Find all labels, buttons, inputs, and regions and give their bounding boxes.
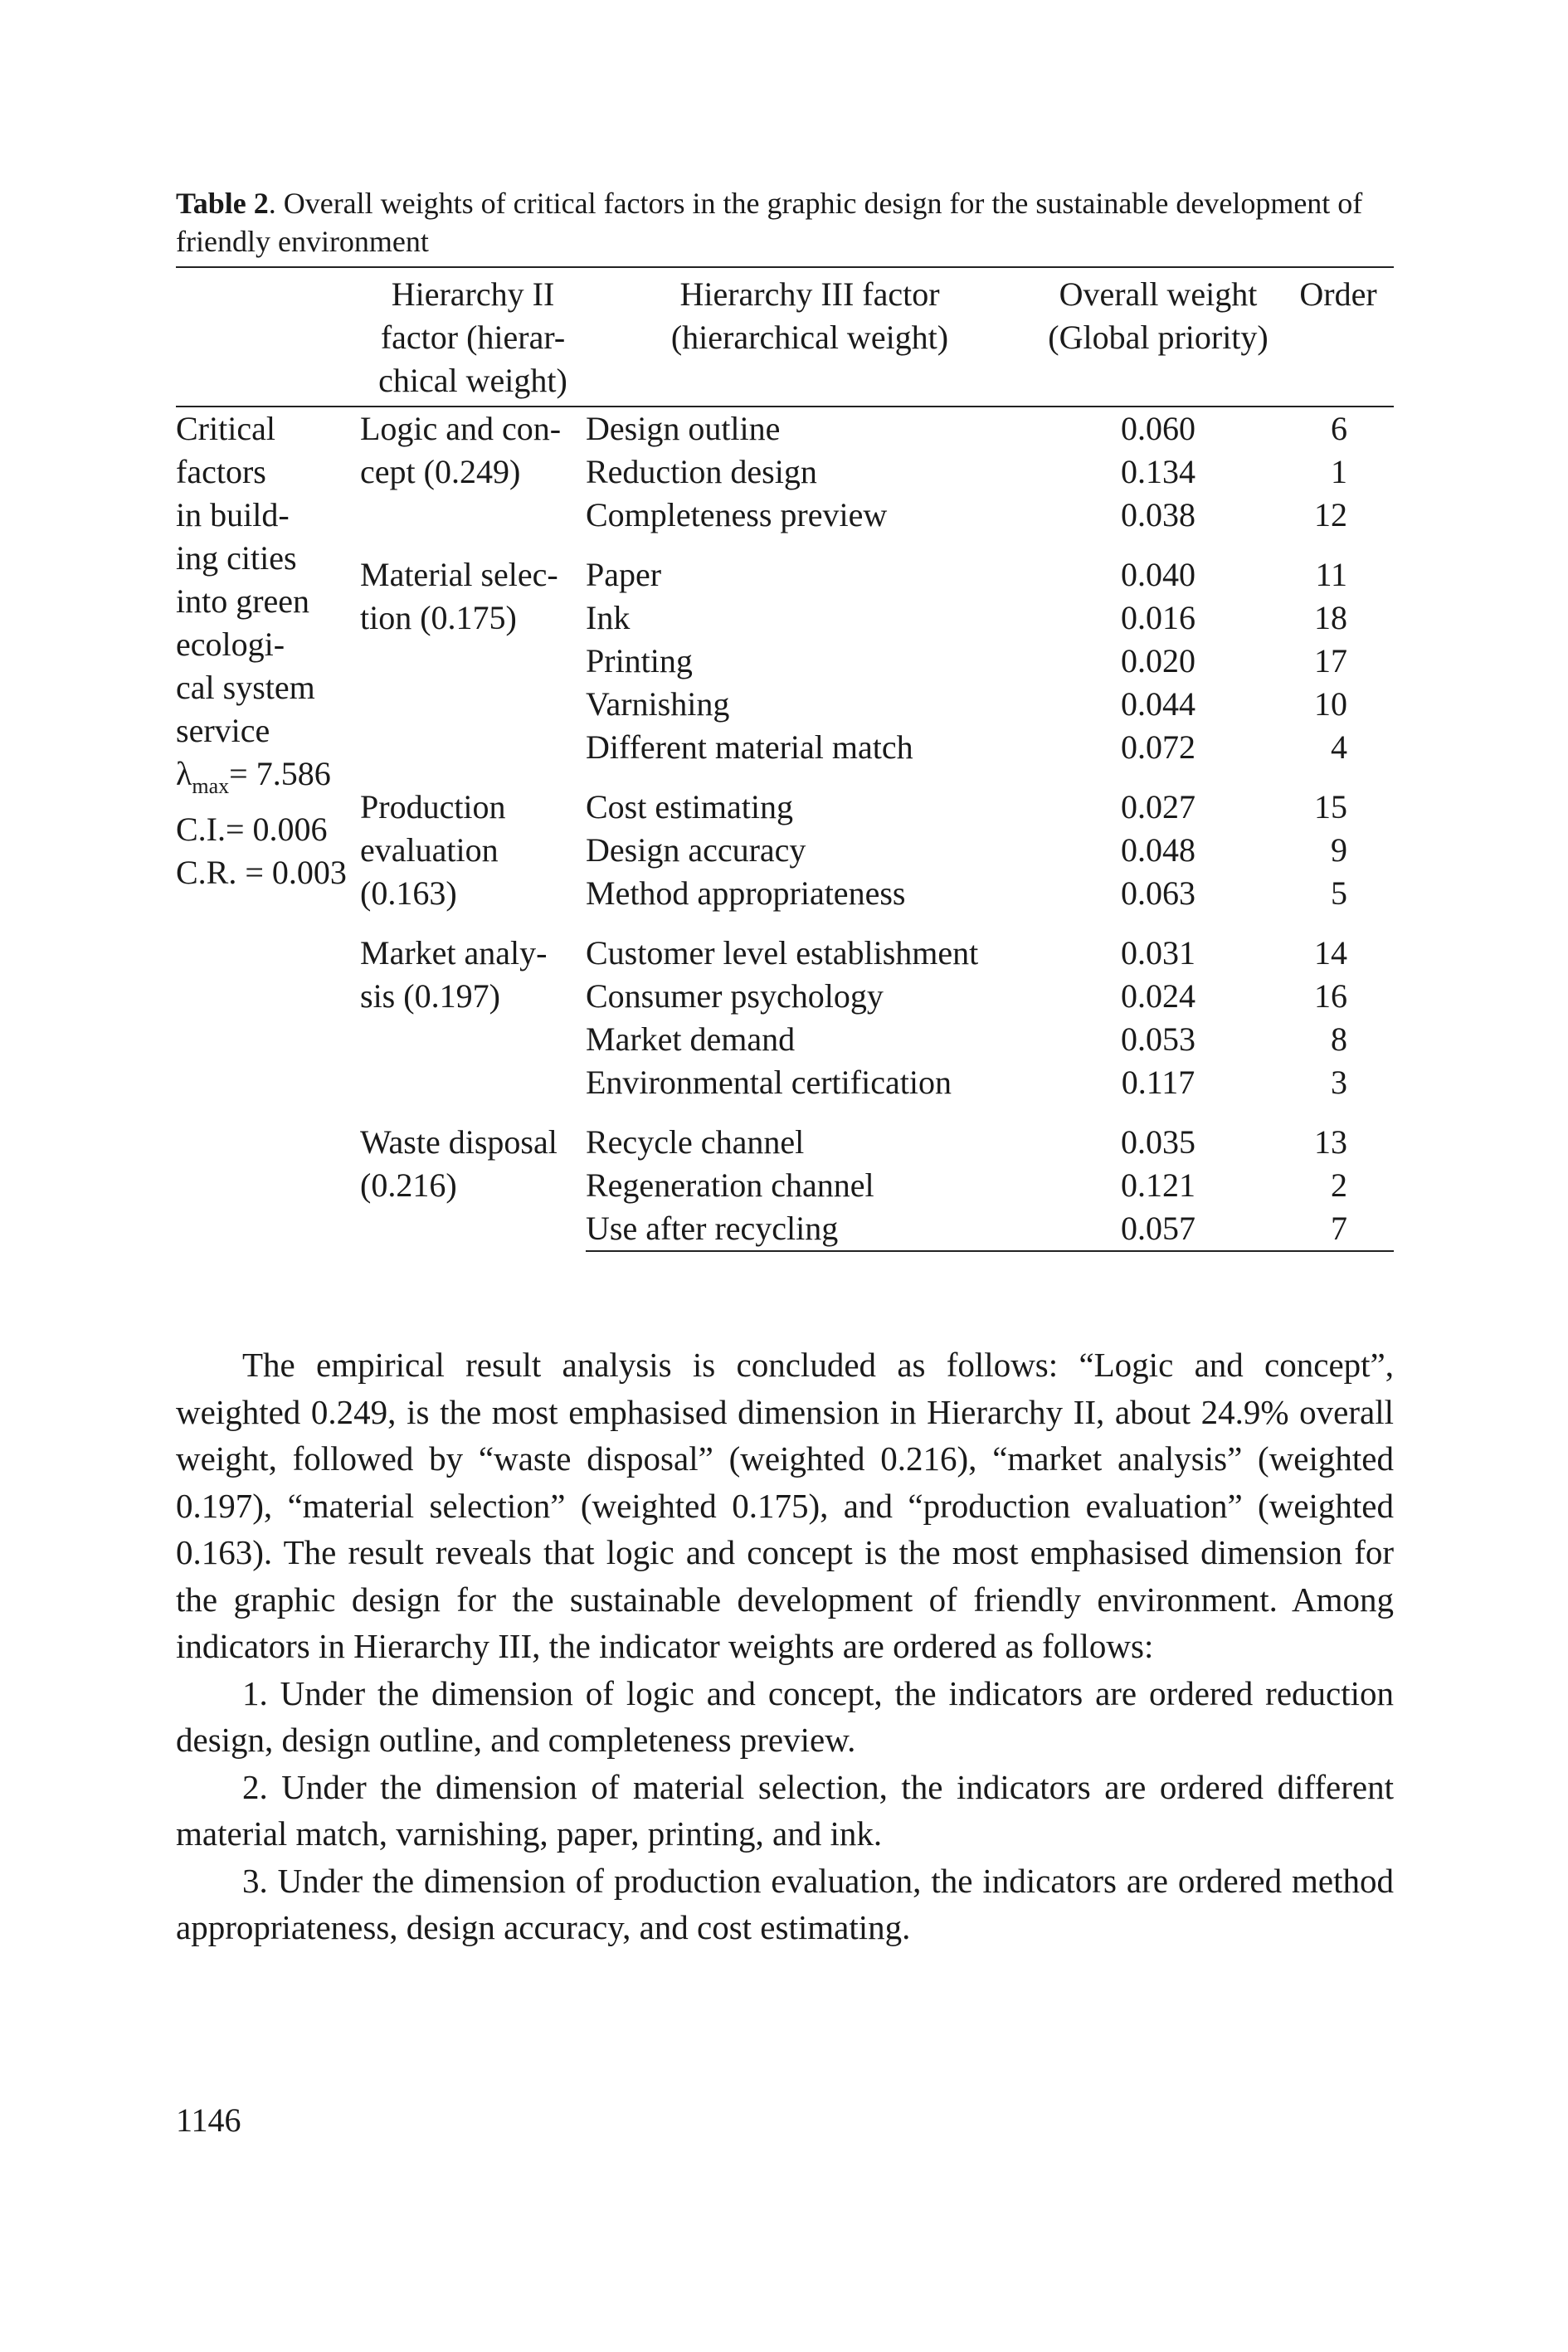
- order-rank: 4: [1331, 728, 1347, 766]
- hierarchy-iii-factor: Design outline: [586, 410, 781, 447]
- hierarchy-ii-factor: Logic and con- cept (0.249): [360, 410, 562, 490]
- table-body: [176, 407, 1394, 1251]
- overall-weight: 0.024: [1121, 977, 1195, 1015]
- overall-weight: 0.134: [1121, 453, 1195, 490]
- hierarchy-ii-factor: Production evaluation (0.163): [360, 788, 506, 912]
- paragraph-item-3: 3. Under the dimension of production evaluation, the indicators are ordered method appropriateness, design accuracy, and cost estimating.: [176, 1861, 1394, 1946]
- order-rank: 17: [1314, 642, 1347, 679]
- order-rank: 18: [1314, 599, 1347, 636]
- overall-weight: 0.057: [1034, 1207, 1283, 1251]
- weights-table-container: [176, 266, 1394, 1252]
- header-overall-weight: Overall weight (Global priority): [1034, 267, 1283, 407]
- header-order: Order: [1283, 267, 1394, 407]
- overall-weight: 0.053: [1121, 1020, 1195, 1058]
- lambda-subscript: max: [192, 774, 230, 798]
- overall-weight: 0.117: [1121, 1064, 1195, 1101]
- hierarchy-iii-factor: Environmental certification: [586, 1064, 952, 1101]
- hierarchy-iii-factor: Market demand: [586, 1020, 796, 1058]
- table-caption-text: . Overall weights of critical factors in the graphic design for the sustainable development of friendly environment: [176, 187, 1363, 258]
- page-number: 1146: [176, 2101, 241, 2139]
- hierarchy-ii-factor: Waste disposal (0.216): [360, 1123, 558, 1204]
- critical-factors-label: Critical factors in build- ing cities into green ecologi- cal system service: [176, 410, 315, 749]
- order-rank: 8: [1331, 1020, 1347, 1058]
- order-rank: 14: [1314, 934, 1347, 971]
- hierarchy-iii-factor: Regeneration channel: [586, 1166, 874, 1204]
- header-hierarchy-ii: Hierarchy II factor (hierar- chical weight): [360, 267, 586, 407]
- order-rank: 15: [1314, 788, 1347, 825]
- hierarchy-iii-factor: Use after recycling: [586, 1207, 1034, 1251]
- hierarchy-iii-factor: Design accuracy: [586, 831, 806, 869]
- order-rank: 9: [1331, 831, 1347, 869]
- table-row: [176, 407, 1394, 450]
- lambda-max: [176, 752, 360, 808]
- overall-weight: 0.048: [1121, 831, 1195, 869]
- hierarchy-iii-factor: Cost estimating: [586, 788, 793, 825]
- consistency-ratio: C.R. = 0.003: [176, 854, 347, 891]
- overall-weight: 0.121: [1121, 1166, 1195, 1204]
- order-rank: 11: [1315, 556, 1347, 593]
- table-header: [176, 267, 1394, 407]
- order-rank: 10: [1314, 685, 1347, 723]
- overall-weight: 0.038: [1121, 496, 1195, 533]
- overall-weight: 0.040: [1121, 556, 1195, 593]
- table-label: Table 2: [176, 187, 269, 220]
- order-rank: 13: [1314, 1123, 1347, 1161]
- hierarchy-iii-factor: Customer level establishment: [586, 934, 979, 971]
- paragraph-item-2: 2. Under the dimension of material selection, the indicators are ordered different material match, varnishing, paper, printing, and ink.: [176, 1767, 1394, 1853]
- body-text: [176, 1342, 1394, 1951]
- hierarchy-iii-factor: Consumer psychology: [586, 977, 884, 1015]
- order-rank: 3: [1331, 1064, 1347, 1101]
- header-hierarchy-iii: Hierarchy III factor (hierarchical weight): [586, 267, 1034, 407]
- paragraph-summary: The empirical result analysis is concluded as follows: “Logic and concept”, weighted 0.249, is the most emphasised dimension in Hierarchy II, about 24.9% overall weight, followed by “waste disposal” (weighted 0.216), “market analysis” (weighted 0.197), “material selection” (weighted 0.175), and “production evaluation” (weighted 0.163). The result reveals that logic and concept is the most emphasised dimension for the graphic design for the sustainable development of friendly environment. Among indicators in Hierarchy III, the indicator weights are ordered as follows:: [176, 1346, 1394, 1665]
- consistency-index: C.I.= 0.006: [176, 811, 328, 848]
- hierarchy-ii-factor: Material selec- tion (0.175): [360, 556, 558, 636]
- hierarchy-iii-factor: Different material match: [586, 728, 913, 766]
- hierarchy-iii-factor: Completeness preview: [586, 496, 888, 533]
- overall-weight: 0.060: [1121, 410, 1195, 447]
- weights-table: [176, 266, 1394, 1252]
- order-rank: 16: [1314, 977, 1347, 1015]
- order-rank: 6: [1331, 410, 1347, 447]
- order-rank: 2: [1331, 1166, 1347, 1204]
- overall-weight: 0.016: [1121, 599, 1195, 636]
- hierarchy-ii-factor: Market analy- sis (0.197): [360, 934, 548, 1015]
- order-rank: 5: [1331, 874, 1347, 912]
- overall-weight: 0.044: [1121, 685, 1195, 723]
- hierarchy-iii-factor: Reduction design: [586, 453, 817, 490]
- overall-weight: 0.072: [1121, 728, 1195, 766]
- lambda-value: = 7.586: [229, 755, 331, 792]
- hierarchy-iii-factor: Method appropriateness: [586, 874, 906, 912]
- header-cell-blank: [176, 267, 360, 407]
- order-rank: 7: [1283, 1207, 1394, 1251]
- overall-weight: 0.063: [1121, 874, 1195, 912]
- hierarchy-iii-factor: Varnishing: [586, 685, 730, 723]
- overall-weight: 0.031: [1121, 934, 1195, 971]
- hierarchy-iii-factor: Recycle channel: [586, 1123, 805, 1161]
- overall-weight: 0.027: [1121, 788, 1195, 825]
- critical-factors-cell: [176, 407, 360, 1251]
- header-row: [176, 267, 1394, 407]
- paragraph-item-1: 1. Under the dimension of logic and concept, the indicators are ordered reduction design, design outline, and completeness preview.: [176, 1673, 1394, 1759]
- order-rank: 1: [1331, 453, 1347, 490]
- hierarchy-iii-factor: Printing: [586, 642, 693, 679]
- overall-weight: 0.020: [1121, 642, 1195, 679]
- lambda-symbol: λ: [176, 755, 192, 792]
- table-caption: [176, 184, 1394, 261]
- order-rank: 12: [1314, 496, 1347, 533]
- hierarchy-iii-factor: Paper: [586, 556, 662, 593]
- hierarchy-iii-factor: Ink: [586, 599, 631, 636]
- overall-weight: 0.035: [1121, 1123, 1195, 1161]
